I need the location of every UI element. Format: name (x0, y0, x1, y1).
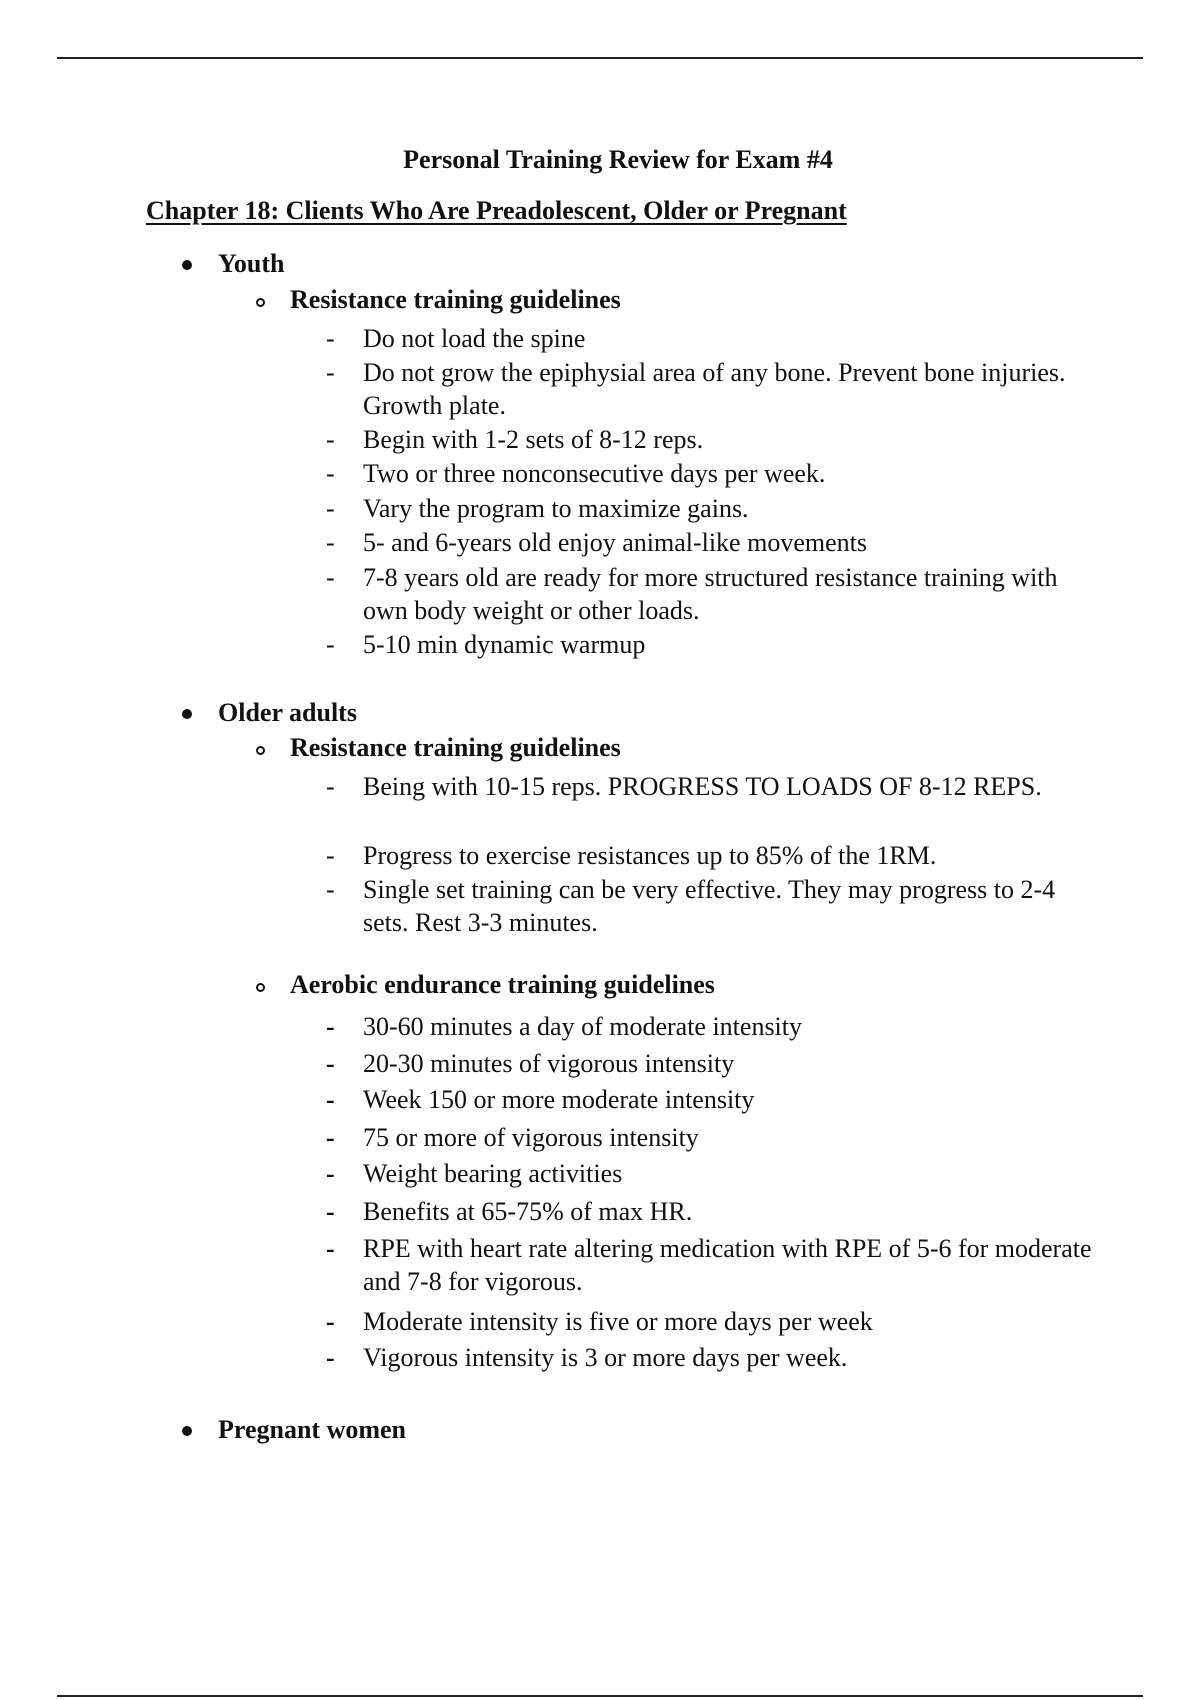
dash-marker: - (326, 324, 335, 353)
list-item (326, 356, 1106, 422)
top-rule (57, 57, 1143, 59)
list-item (326, 492, 1106, 525)
list-item-text: 30-60 minutes a day of moderate intensity (363, 1012, 803, 1041)
dash-marker: - (326, 563, 335, 592)
dash-marker: - (326, 1049, 335, 1078)
list-item-text: Vigorous intensity is 3 or more days per week. (363, 1343, 848, 1372)
dash-marker: - (326, 1085, 335, 1114)
list-item (326, 1010, 1106, 1043)
list-item (326, 1157, 1106, 1190)
subsection-youth-resistance: Resistance training guidelines (290, 285, 621, 314)
bullet-youth (182, 260, 192, 270)
list-item (326, 1195, 1106, 1228)
list-item-text: Moderate intensity is five or more days per week (363, 1307, 873, 1336)
document-title: Personal Training Review for Exam #4 (403, 145, 833, 174)
chapter-heading: Chapter 18: Clients Who Are Preadolescent, Older or Pregnant (146, 196, 847, 225)
dash-marker: - (326, 358, 335, 387)
list-item (326, 1305, 1106, 1338)
subsection-older-resistance: Resistance training guidelines (290, 733, 621, 762)
list-item-text: Do not load the spine (363, 324, 586, 353)
dash-marker: - (326, 1012, 335, 1041)
list-item-text: 20-30 minutes of vigorous intensity (363, 1049, 735, 1078)
list-item (326, 1121, 1106, 1154)
list-item-text: 7-8 years old are ready for more structured resistance training with own body weight or other loads. (363, 563, 1058, 625)
dash-marker: - (326, 630, 335, 659)
list-item (326, 423, 1106, 456)
list-item (326, 839, 1106, 872)
dash-marker: - (326, 875, 335, 904)
section-older-adults: Older adults (218, 698, 357, 727)
list-item (326, 457, 1106, 490)
list-item (326, 1232, 1106, 1298)
list-item-text: Benefits at 65-75% of max HR. (363, 1197, 693, 1226)
list-item-text: 5-10 min dynamic warmup (363, 630, 646, 659)
list-item-text: Two or three nonconsecutive days per week. (363, 459, 826, 488)
list-item (326, 873, 1106, 939)
dash-marker: - (326, 1123, 335, 1152)
dash-marker: - (326, 1343, 335, 1372)
list-item-text: Begin with 1-2 sets of 8-12 reps. (363, 425, 704, 454)
dash-marker: - (326, 1159, 335, 1188)
list-item-text: Being with 10-15 reps. PROGRESS TO LOADS OF 8-12 REPS. (363, 772, 1042, 801)
circle-older-aerobic (256, 983, 265, 992)
subsection-older-aerobic: Aerobic endurance training guidelines (290, 970, 715, 999)
list-item (326, 1047, 1106, 1080)
dash-marker: - (326, 425, 335, 454)
list-item (326, 526, 1106, 559)
dash-marker: - (326, 494, 335, 523)
circle-older-resistance (256, 746, 265, 755)
section-youth: Youth (218, 249, 285, 278)
list-item-text: RPE with heart rate altering medication with RPE of 5-6 for moderate and 7-8 for vigorous. (363, 1234, 1092, 1296)
list-item-text: Week 150 or more moderate intensity (363, 1085, 755, 1114)
dash-marker: - (326, 772, 335, 801)
list-item (326, 322, 1106, 355)
list-item-text: 75 or more of vigorous intensity (363, 1123, 699, 1152)
bottom-rule (57, 1695, 1143, 1697)
list-item-text: 5- and 6-years old enjoy animal-like movements (363, 528, 867, 557)
dash-marker: - (326, 1307, 335, 1336)
section-pregnant-women: Pregnant women (218, 1415, 407, 1444)
list-item-text: Progress to exercise resistances up to 85% of the 1RM. (363, 841, 937, 870)
list-item (326, 561, 1106, 627)
list-item-text: Weight bearing activities (363, 1159, 623, 1188)
list-item-text: Vary the program to maximize gains. (363, 494, 749, 523)
circle-youth-resistance (256, 298, 265, 307)
dash-marker: - (326, 1197, 335, 1226)
dash-marker: - (326, 459, 335, 488)
list-item (326, 628, 1106, 661)
bullet-pregnant-women (182, 1426, 192, 1436)
dash-marker: - (326, 841, 335, 870)
list-item-text: Do not grow the epiphysial area of any bone. Prevent bone injuries. Growth plate. (363, 358, 1066, 420)
list-item (326, 1083, 1106, 1116)
dash-marker: - (326, 528, 335, 557)
list-item-text: Single set training can be very effective. They may progress to 2-4 sets. Rest 3-3 minutes. (363, 875, 1056, 937)
bullet-older-adults (182, 709, 192, 719)
dash-marker: - (326, 1234, 335, 1263)
list-item (326, 770, 1106, 803)
list-item (326, 1341, 1106, 1374)
